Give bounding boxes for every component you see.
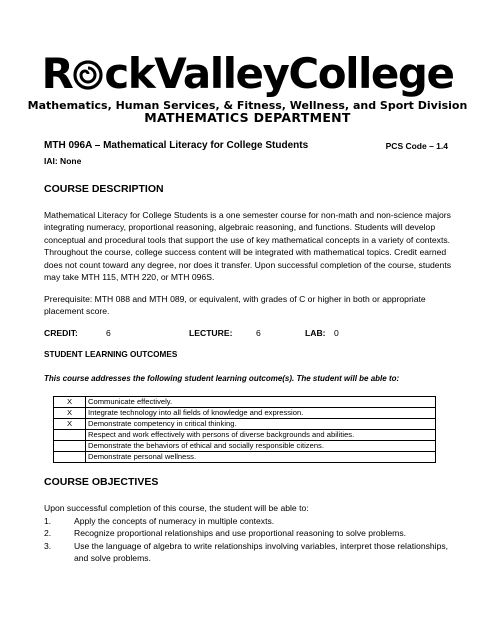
- credit-value: 6: [106, 328, 111, 338]
- iai-code: IAI: None: [44, 156, 82, 166]
- course-description-text: Mathematical Literacy for College Students is a one semester course for non-math and non-science majors integrating numeracy, proportional reasoning, algebraic reasoning, and functions. Students will develop conceptual and procedural tools that support the use of key mathematical concepts in a variety of contexts. Throughout the course, college success content will be integrated with mathematical topics. Credit earned does not count toward any degree, nor does it transfer. Upon successful completion of the course, students may take MTH 115, MTH 220, or MTH 096S.: [44, 210, 452, 283]
- objective-text: Recognize proportional relationships and use proportional reasoning to solve problems.: [74, 528, 407, 539]
- lab-value: 0: [334, 328, 339, 338]
- course-description-heading: COURSE DESCRIPTION: [44, 183, 164, 195]
- logo-text-start: R: [41, 49, 73, 98]
- objective-item: [44, 540, 456, 565]
- outcome-row: [54, 452, 436, 463]
- lecture-value: 6: [256, 328, 261, 338]
- lecture-label: LECTURE:: [189, 328, 233, 338]
- outcome-mark: X: [54, 419, 86, 430]
- objective-number: 2.: [44, 528, 52, 539]
- outcome-row: [54, 441, 436, 452]
- lab-label: LAB:: [305, 328, 326, 338]
- objective-text: Apply the concepts of numeracy in multiple contexts.: [74, 516, 275, 526]
- outcome-mark: [54, 430, 86, 441]
- course-objectives-heading: COURSE OBJECTIVES: [44, 476, 159, 488]
- division-name: Mathematics, Human Services, & Fitness, Wellness, and Sport Division: [27, 99, 468, 112]
- learning-outcomes-heading: STUDENT LEARNING OUTCOMES: [44, 350, 178, 359]
- department-name: MATHEMATICS DEPARTMENT: [144, 110, 351, 125]
- course-objectives-list: [44, 515, 456, 565]
- objective-number: 3.: [44, 540, 52, 551]
- pcs-code: PCS Code – 1.4: [385, 141, 448, 151]
- college-logo: [0, 49, 495, 98]
- outcome-text: Respect and work effectively with persons of diverse backgrounds and abilities.: [86, 430, 436, 441]
- outcome-text: Communicate effectively.: [86, 397, 436, 408]
- course-title: MTH 096A – Mathematical Literacy for College Students: [44, 140, 309, 151]
- objective-item: [44, 527, 456, 539]
- outcome-row: [54, 408, 436, 419]
- outcome-text: Demonstrate personal wellness.: [86, 452, 436, 463]
- swirl-o-icon: [73, 60, 103, 90]
- outcome-text: Integrate technology into all fields of knowledge and expression.: [86, 408, 436, 419]
- outcome-text: Demonstrate competency in critical thinking.: [86, 419, 436, 430]
- logo-text-end: ckValleyCollege: [104, 49, 454, 98]
- outcome-row: [54, 419, 436, 430]
- outcome-mark: X: [54, 408, 86, 419]
- outcome-mark: [54, 452, 86, 463]
- outcome-row: [54, 430, 436, 441]
- outcome-mark: [54, 441, 86, 452]
- learning-outcomes-table: [53, 396, 436, 463]
- outcome-row: [54, 397, 436, 408]
- outcome-mark: X: [54, 397, 86, 408]
- objective-item: [44, 515, 456, 527]
- course-objectives-intro: Upon successful completion of this course, the student will be able to:: [44, 503, 309, 513]
- objective-number: 1.: [44, 516, 52, 526]
- objective-text: Use the language of algebra to write relationships involving variables, interpret those relationships, and solve problems.: [74, 540, 449, 564]
- prerequisite-text: Prerequisite: MTH 088 and MTH 089, or equivalent, with grades of C or higher in both or appropriate placement score.: [44, 294, 426, 317]
- learning-outcomes-intro: This course addresses the following student learning outcome(s). The student will be able to:: [44, 374, 400, 383]
- credit-label: CREDIT:: [44, 328, 78, 338]
- outcome-text: Demonstrate the behaviors of ethical and socially responsible citizens.: [86, 441, 436, 452]
